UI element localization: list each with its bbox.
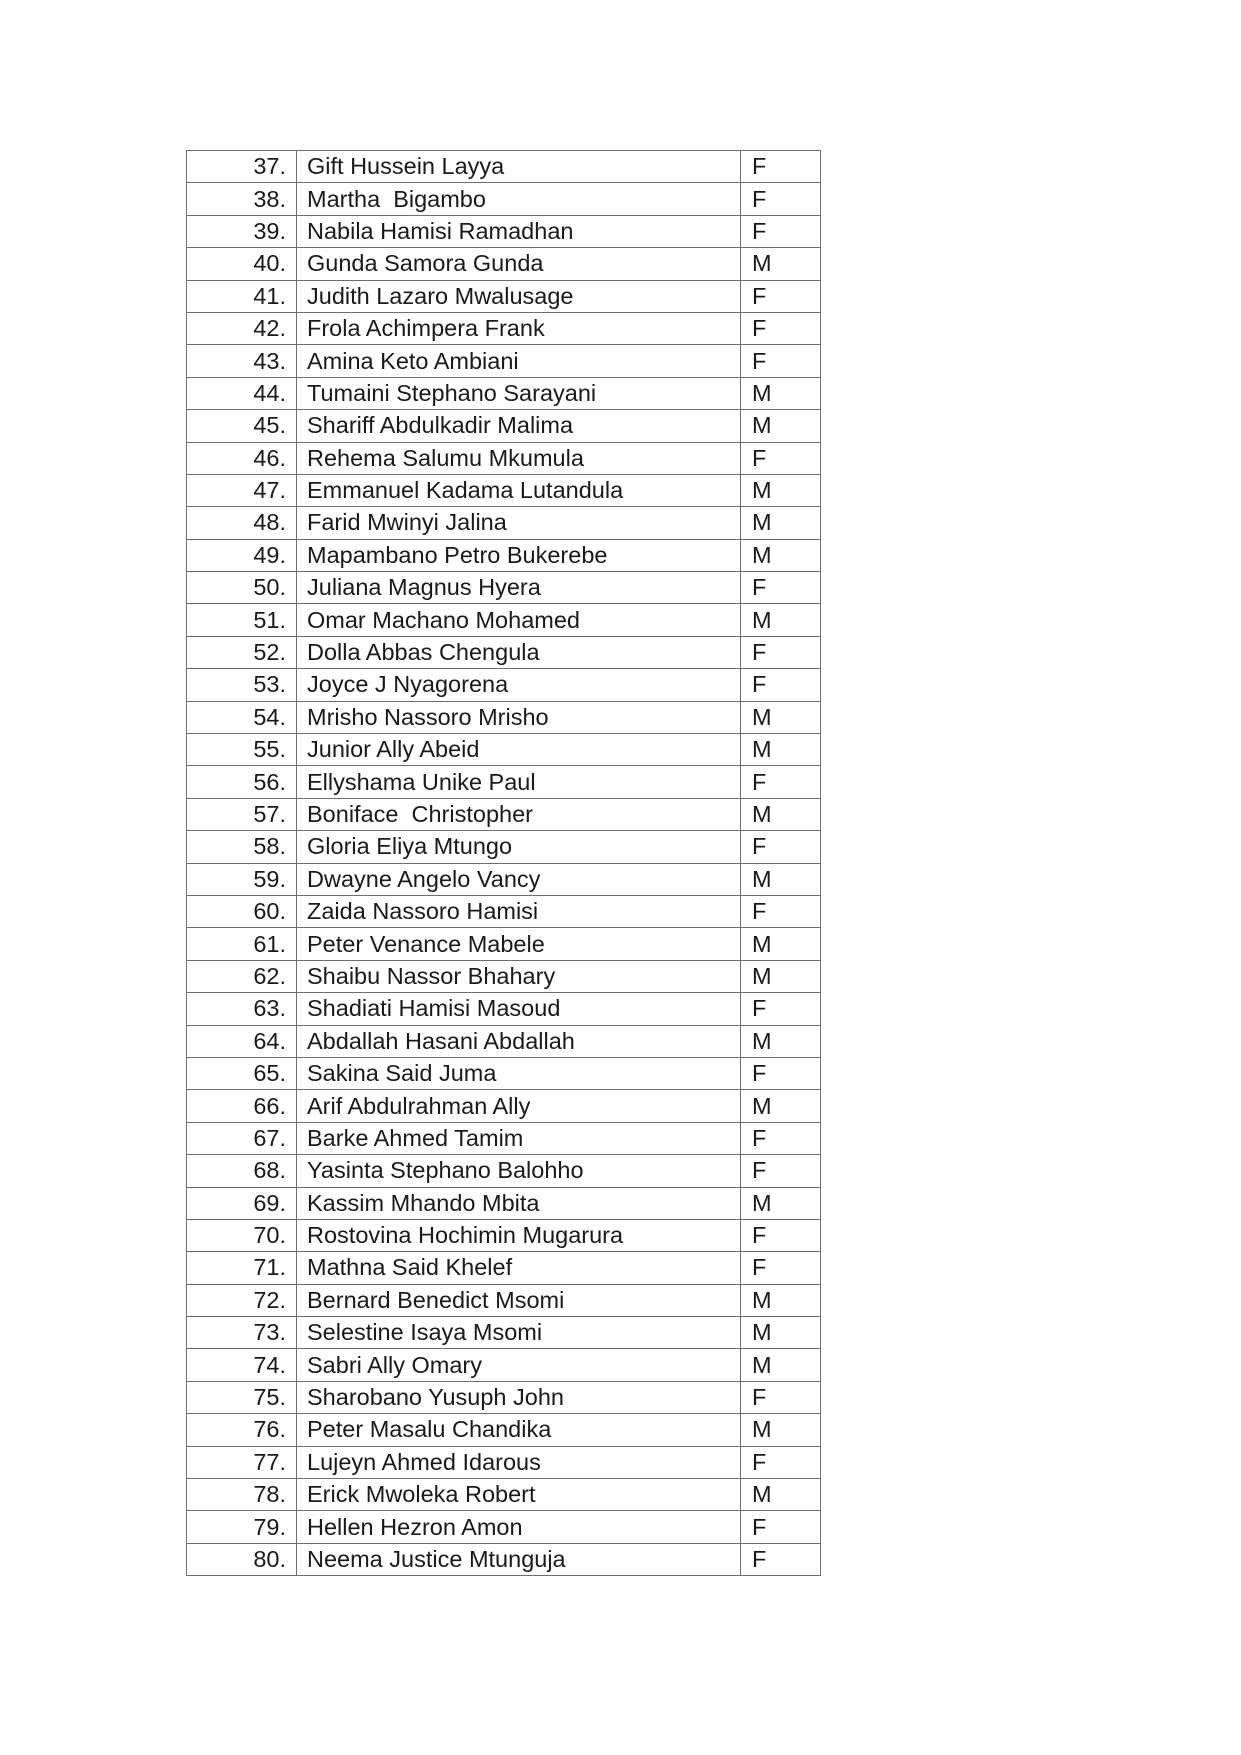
row-sex-cell: F <box>741 1219 821 1251</box>
row-number-cell: 61. <box>187 928 297 960</box>
row-number-cell: 73. <box>187 1317 297 1349</box>
row-sex-cell: M <box>741 960 821 992</box>
row-sex-cell: M <box>741 863 821 895</box>
row-name-cell: Erick Mwoleka Robert <box>297 1479 741 1511</box>
row-sex-cell: F <box>741 1381 821 1413</box>
row-sex-cell: F <box>741 1122 821 1154</box>
table-row <box>187 1122 821 1154</box>
row-name-cell: Rostovina Hochimin Mugarura <box>297 1219 741 1251</box>
row-number-cell: 67. <box>187 1122 297 1154</box>
row-number-cell: 66. <box>187 1090 297 1122</box>
row-number-cell: 76. <box>187 1414 297 1446</box>
table-row <box>187 1090 821 1122</box>
row-name-cell: Neema Justice Mtunguja <box>297 1543 741 1575</box>
table-row <box>187 1317 821 1349</box>
row-number-cell: 41. <box>187 280 297 312</box>
row-sex-cell: F <box>741 312 821 344</box>
row-name-cell: Sabri Ally Omary <box>297 1349 741 1381</box>
table-row <box>187 215 821 247</box>
table-row <box>187 474 821 506</box>
row-number-cell: 80. <box>187 1543 297 1575</box>
row-sex-cell: F <box>741 151 821 183</box>
table-row <box>187 1479 821 1511</box>
row-sex-cell: M <box>741 474 821 506</box>
row-sex-cell: F <box>741 993 821 1025</box>
table-row <box>187 734 821 766</box>
row-number-cell: 59. <box>187 863 297 895</box>
row-name-cell: Martha Bigambo <box>297 183 741 215</box>
row-number-cell: 39. <box>187 215 297 247</box>
table-row <box>187 1284 821 1316</box>
row-name-cell: Bernard Benedict Msomi <box>297 1284 741 1316</box>
table-row <box>187 1252 821 1284</box>
row-name-cell: Sakina Said Juma <box>297 1057 741 1089</box>
table-row <box>187 345 821 377</box>
row-number-cell: 49. <box>187 539 297 571</box>
table-row <box>187 442 821 474</box>
row-sex-cell: F <box>741 1511 821 1543</box>
row-name-cell: Omar Machano Mohamed <box>297 604 741 636</box>
table-row <box>187 1446 821 1478</box>
table-row <box>187 1381 821 1413</box>
row-name-cell: Lujeyn Ahmed Idarous <box>297 1446 741 1478</box>
table-row <box>187 1414 821 1446</box>
row-number-cell: 40. <box>187 248 297 280</box>
row-number-cell: 74. <box>187 1349 297 1381</box>
row-number-cell: 75. <box>187 1381 297 1413</box>
table-row <box>187 539 821 571</box>
row-name-cell: Peter Venance Mabele <box>297 928 741 960</box>
row-number-cell: 38. <box>187 183 297 215</box>
row-sex-cell: F <box>741 1155 821 1187</box>
row-sex-cell: M <box>741 604 821 636</box>
table-row <box>187 1155 821 1187</box>
row-number-cell: 63. <box>187 993 297 1025</box>
row-number-cell: 53. <box>187 669 297 701</box>
row-sex-cell: M <box>741 377 821 409</box>
row-sex-cell: M <box>741 248 821 280</box>
row-number-cell: 70. <box>187 1219 297 1251</box>
row-number-cell: 43. <box>187 345 297 377</box>
row-number-cell: 52. <box>187 636 297 668</box>
row-number-cell: 65. <box>187 1057 297 1089</box>
row-sex-cell: M <box>741 1187 821 1219</box>
table-row <box>187 960 821 992</box>
row-number-cell: 77. <box>187 1446 297 1478</box>
row-sex-cell: M <box>741 798 821 830</box>
table-row <box>187 766 821 798</box>
row-sex-cell: F <box>741 1543 821 1575</box>
row-name-cell: Joyce J Nyagorena <box>297 669 741 701</box>
row-sex-cell: F <box>741 895 821 927</box>
row-number-cell: 45. <box>187 410 297 442</box>
row-sex-cell: F <box>741 183 821 215</box>
row-name-cell: Tumaini Stephano Sarayani <box>297 377 741 409</box>
row-sex-cell: M <box>741 539 821 571</box>
table-row <box>187 798 821 830</box>
row-name-cell: Gift Hussein Layya <box>297 151 741 183</box>
row-number-cell: 56. <box>187 766 297 798</box>
row-name-cell: Boniface Christopher <box>297 798 741 830</box>
row-sex-cell: M <box>741 1349 821 1381</box>
row-sex-cell: F <box>741 345 821 377</box>
row-sex-cell: M <box>741 507 821 539</box>
row-name-cell: Selestine Isaya Msomi <box>297 1317 741 1349</box>
roster-table-body <box>187 151 821 1576</box>
table-row <box>187 669 821 701</box>
row-name-cell: Dolla Abbas Chengula <box>297 636 741 668</box>
row-name-cell: Mrisho Nassoro Mrisho <box>297 701 741 733</box>
table-row <box>187 410 821 442</box>
row-number-cell: 71. <box>187 1252 297 1284</box>
row-sex-cell: M <box>741 701 821 733</box>
row-name-cell: Abdallah Hasani Abdallah <box>297 1025 741 1057</box>
row-name-cell: Junior Ally Abeid <box>297 734 741 766</box>
row-name-cell: Amina Keto Ambiani <box>297 345 741 377</box>
row-sex-cell: F <box>741 280 821 312</box>
row-sex-cell: M <box>741 1284 821 1316</box>
table-row <box>187 248 821 280</box>
row-number-cell: 72. <box>187 1284 297 1316</box>
row-name-cell: Ellyshama Unike Paul <box>297 766 741 798</box>
row-number-cell: 42. <box>187 312 297 344</box>
row-sex-cell: M <box>741 1317 821 1349</box>
row-name-cell: Emmanuel Kadama Lutandula <box>297 474 741 506</box>
row-name-cell: Gunda Samora Gunda <box>297 248 741 280</box>
table-row <box>187 604 821 636</box>
row-name-cell: Peter Masalu Chandika <box>297 1414 741 1446</box>
row-sex-cell: M <box>741 410 821 442</box>
row-number-cell: 55. <box>187 734 297 766</box>
row-name-cell: Nabila Hamisi Ramadhan <box>297 215 741 247</box>
row-name-cell: Rehema Salumu Mkumula <box>297 442 741 474</box>
row-sex-cell: F <box>741 442 821 474</box>
row-number-cell: 79. <box>187 1511 297 1543</box>
table-row <box>187 151 821 183</box>
table-row <box>187 831 821 863</box>
row-sex-cell: F <box>741 1446 821 1478</box>
row-sex-cell: M <box>741 1025 821 1057</box>
row-sex-cell: F <box>741 766 821 798</box>
table-row <box>187 183 821 215</box>
row-name-cell: Mapambano Petro Bukerebe <box>297 539 741 571</box>
row-name-cell: Shariff Abdulkadir Malima <box>297 410 741 442</box>
row-sex-cell: M <box>741 1090 821 1122</box>
table-row <box>187 1511 821 1543</box>
row-name-cell: Sharobano Yusuph John <box>297 1381 741 1413</box>
row-number-cell: 54. <box>187 701 297 733</box>
row-sex-cell: M <box>741 928 821 960</box>
row-number-cell: 78. <box>187 1479 297 1511</box>
row-sex-cell: F <box>741 215 821 247</box>
row-name-cell: Kassim Mhando Mbita <box>297 1187 741 1219</box>
row-number-cell: 51. <box>187 604 297 636</box>
row-number-cell: 50. <box>187 572 297 604</box>
table-row <box>187 1349 821 1381</box>
row-name-cell: Judith Lazaro Mwalusage <box>297 280 741 312</box>
row-number-cell: 46. <box>187 442 297 474</box>
row-name-cell: Shadiati Hamisi Masoud <box>297 993 741 1025</box>
table-row <box>187 993 821 1025</box>
row-name-cell: Mathna Said Khelef <box>297 1252 741 1284</box>
row-name-cell: Shaibu Nassor Bhahary <box>297 960 741 992</box>
row-name-cell: Hellen Hezron Amon <box>297 1511 741 1543</box>
row-number-cell: 62. <box>187 960 297 992</box>
row-number-cell: 44. <box>187 377 297 409</box>
row-sex-cell: F <box>741 1252 821 1284</box>
row-name-cell: Frola Achimpera Frank <box>297 312 741 344</box>
table-row <box>187 636 821 668</box>
row-number-cell: 37. <box>187 151 297 183</box>
row-name-cell: Gloria Eliya Mtungo <box>297 831 741 863</box>
table-row <box>187 701 821 733</box>
row-number-cell: 58. <box>187 831 297 863</box>
row-name-cell: Dwayne Angelo Vancy <box>297 863 741 895</box>
table-row <box>187 280 821 312</box>
table-row <box>187 1025 821 1057</box>
roster-table <box>186 150 821 1576</box>
table-row <box>187 572 821 604</box>
table-row <box>187 377 821 409</box>
row-sex-cell: F <box>741 831 821 863</box>
row-sex-cell: F <box>741 636 821 668</box>
row-name-cell: Yasinta Stephano Balohho <box>297 1155 741 1187</box>
row-sex-cell: F <box>741 1057 821 1089</box>
row-name-cell: Juliana Magnus Hyera <box>297 572 741 604</box>
row-sex-cell: M <box>741 734 821 766</box>
row-name-cell: Barke Ahmed Tamim <box>297 1122 741 1154</box>
row-number-cell: 69. <box>187 1187 297 1219</box>
table-row <box>187 863 821 895</box>
row-name-cell: Farid Mwinyi Jalina <box>297 507 741 539</box>
row-name-cell: Arif Abdulrahman Ally <box>297 1090 741 1122</box>
row-sex-cell: M <box>741 1414 821 1446</box>
row-sex-cell: F <box>741 669 821 701</box>
table-row <box>187 1219 821 1251</box>
row-sex-cell: F <box>741 572 821 604</box>
row-number-cell: 68. <box>187 1155 297 1187</box>
row-name-cell: Zaida Nassoro Hamisi <box>297 895 741 927</box>
table-row <box>187 928 821 960</box>
table-row <box>187 895 821 927</box>
row-sex-cell: M <box>741 1479 821 1511</box>
table-row <box>187 1543 821 1575</box>
table-row <box>187 1057 821 1089</box>
row-number-cell: 57. <box>187 798 297 830</box>
table-row <box>187 507 821 539</box>
row-number-cell: 64. <box>187 1025 297 1057</box>
table-row <box>187 1187 821 1219</box>
row-number-cell: 47. <box>187 474 297 506</box>
row-number-cell: 48. <box>187 507 297 539</box>
table-row <box>187 312 821 344</box>
row-number-cell: 60. <box>187 895 297 927</box>
